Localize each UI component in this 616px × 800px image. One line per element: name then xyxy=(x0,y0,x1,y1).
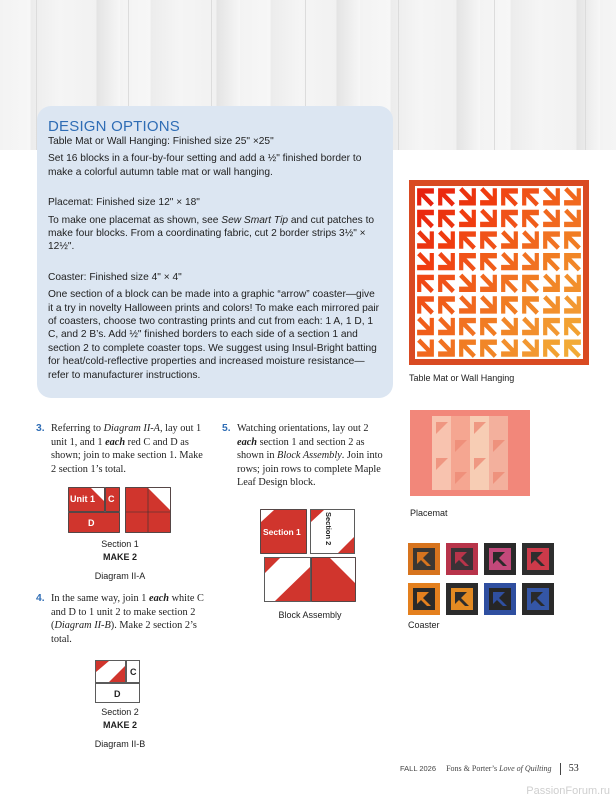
placemat-quilt-image xyxy=(410,410,530,496)
section-2-label: Section 2 xyxy=(101,707,139,717)
coaster-item xyxy=(484,583,516,615)
placemat-text xyxy=(48,214,382,254)
coaster-image xyxy=(408,543,556,619)
section-2-diagram xyxy=(95,660,141,704)
section-2-overlay-label: Section 2 xyxy=(324,512,333,546)
diagram-reference: Diagram II-B xyxy=(54,620,111,631)
brand-prefix: Fons & Porter’s xyxy=(446,764,500,773)
placemat-text-part: To make one placemat as shown, see xyxy=(48,214,222,226)
block-assembly-diagram xyxy=(260,507,360,612)
coaster-text: One section of a block can be made into a graphic “arrow” coaster—give it a try in novelty Halloween prints and colors! To make each mirrored pair of coasters, choose two contrasting prints and cut from each: 1 A, 1 D, 1 C, and 2 B’s. Add ½" finished borders to each side of a section 1 and section 2 to complete coaster tops. We suggest using Insul-Bright batting for heat/cold-reflective properties and increased moisture resistance—refer to manufacturer instructions. xyxy=(48,289,380,381)
coaster-heading: Coaster: Finished size 4" × 4" xyxy=(48,271,182,283)
design-options-title: DESIGN OPTIONS xyxy=(48,118,180,135)
wood-plank-seam xyxy=(585,0,586,150)
d-label: D xyxy=(114,689,121,699)
step-text: In the same way, join 1 xyxy=(51,593,149,604)
coaster-item xyxy=(446,583,478,615)
page-number: 53 xyxy=(568,763,579,774)
design-options-panel xyxy=(37,106,393,398)
coaster-item xyxy=(446,543,478,575)
coaster-item xyxy=(484,543,516,575)
table-mat-heading: Table Mat or Wall Hanging: Finished size 25" ×25" xyxy=(48,136,274,147)
step-text: Referring to xyxy=(51,423,104,434)
step-text: Watching orientations, lay out 2 xyxy=(237,423,369,434)
placemat-photo xyxy=(410,410,530,501)
page-footer xyxy=(400,763,579,775)
coaster-caption: Coaster xyxy=(408,620,440,630)
block-assembly-caption: Block Assembly xyxy=(278,610,342,620)
watermark: PassionForum.ru xyxy=(526,785,610,797)
step-text: white C and D to 1 unit 2 to make section 2 ( xyxy=(51,593,204,631)
diagram-ii-b xyxy=(95,660,141,709)
diagram-ii-b-caption: Diagram II-B xyxy=(94,739,146,749)
step-text: ). Make 2 section 2’s total. xyxy=(51,620,197,645)
step-text: , lay out 1 unit 1, and 1 xyxy=(51,423,202,448)
diagram-ii-a xyxy=(68,487,172,540)
issue-season: FALL 2026 xyxy=(400,764,437,773)
placemat-caption: Placemat xyxy=(410,508,448,518)
diagram-ii-a-caption: Diagram II-A xyxy=(94,571,146,581)
step-number: 5. xyxy=(222,423,231,434)
c-label: C xyxy=(130,667,137,677)
assembly-section-2 xyxy=(311,510,355,554)
c-label: C xyxy=(108,494,115,504)
step-4 xyxy=(36,592,207,646)
magazine-brand xyxy=(446,764,551,773)
step-number: 3. xyxy=(36,423,45,434)
section-1-label: Section 1 xyxy=(101,539,139,549)
footer-divider xyxy=(560,763,561,775)
d-label: D xyxy=(88,518,95,528)
make-2-label: MAKE 2 xyxy=(102,552,137,562)
diagram-reference: Block Assembly xyxy=(277,450,342,461)
assembly-bottom-row xyxy=(265,558,356,602)
table-mat-photo xyxy=(409,180,589,370)
step-text: section 1 and section 2 as shown in xyxy=(237,436,365,461)
step-5 xyxy=(222,422,387,490)
emphasis-each: each xyxy=(105,436,126,448)
assembly-section-1 xyxy=(261,510,307,554)
step-text: . Join into rows; join rows to complete Maple Leaf Design block. xyxy=(237,450,383,488)
emphasis-each: each xyxy=(149,593,170,604)
placemat-text-part: and cut patches to make four blocks. From a coordinating fabric, cut 2 border strips 3½" × 12½". xyxy=(48,214,375,253)
brand-title: Love of Quilting xyxy=(499,764,552,773)
unit-1-label: Unit 1 xyxy=(70,494,96,504)
section-1-diagram xyxy=(68,487,172,535)
coaster-item xyxy=(408,543,440,575)
diagram-reference: Diagram II-A xyxy=(103,423,160,434)
wood-plank-seam xyxy=(398,0,399,150)
coaster-item xyxy=(522,543,554,575)
step-number: 4. xyxy=(36,593,45,604)
coaster-item xyxy=(408,583,440,615)
wood-plank-seam xyxy=(494,0,495,150)
step-3 xyxy=(36,422,207,476)
block-assembly-image xyxy=(260,507,360,607)
table-mat-caption: Table Mat or Wall Hanging xyxy=(409,373,515,383)
table-mat-quilt-image xyxy=(409,180,589,365)
step-text: red C and D as shown; join to make section 1. Make 2 section 1’s total. xyxy=(51,436,203,475)
coaster-item xyxy=(522,583,554,615)
emphasis-each: each xyxy=(237,436,258,448)
sew-smart-tip-reference: Sew Smart Tip xyxy=(221,214,288,226)
placemat-heading: Placemat: Finished size 12" × 18" xyxy=(48,197,200,209)
section-1-overlay-label: Section 1 xyxy=(263,527,301,537)
table-mat-text: Set 16 blocks in a four-by-four setting and add a ½" finished border to make a colorful autumn table mat or wall hanging. xyxy=(48,153,362,178)
make-2-label: MAKE 2 xyxy=(102,720,137,730)
coaster-photos xyxy=(408,543,556,624)
